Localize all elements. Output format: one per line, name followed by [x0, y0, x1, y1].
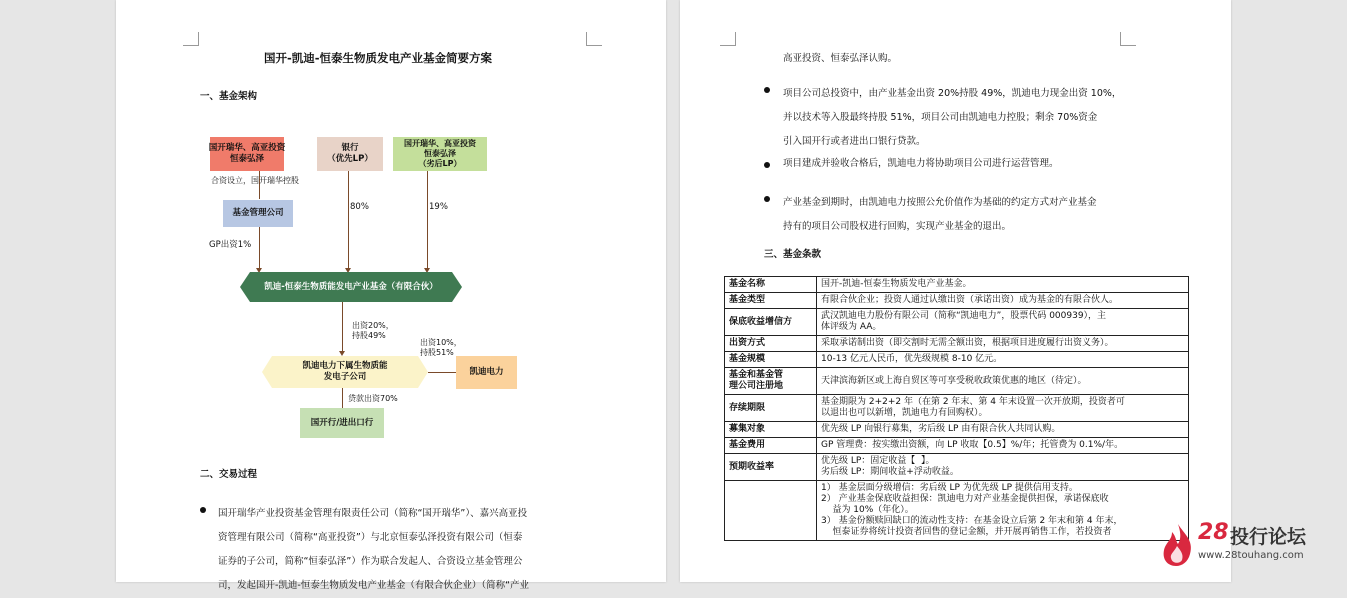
term-value[interactable]: 武汉凯迪电力股份有限公司（简称“凯迪电力”，股票代码 000939），主 体评级为 AA。 [817, 309, 1189, 336]
bullet-marker [764, 196, 770, 202]
margin-mark [1120, 32, 1136, 46]
term-value[interactable]: 优先级 LP 向银行募集，劣后级 LP 由有限合伙人共同认购。 [817, 422, 1189, 438]
bank-lp-box: 银行 （优先LP） [317, 137, 383, 171]
term-key: 募集对象 [725, 422, 817, 438]
section-heading-terms[interactable]: 三、基金条款 [764, 249, 822, 260]
term-value[interactable]: 采取承诺制出资（即交割时无需全额出资，根据项目进度履行出资义务）。 [817, 336, 1189, 352]
watermark-logo [1158, 518, 1338, 578]
term-key: 基金类型 [725, 293, 817, 309]
table-row [725, 422, 1189, 438]
kaidi-power-box: 凯迪电力 [456, 356, 517, 389]
brand-name: 投行论坛 [1230, 526, 1307, 548]
bullet-marker [200, 507, 206, 513]
table-row [725, 454, 1189, 481]
term-value[interactable]: 基金期限为 2+2+2 年（在第 2 年末、第 4 年末设置一次开放期，投资者可 以退出也可以新增，凯迪电力有回购权）。 [817, 395, 1189, 422]
fund-manager-box: 基金管理公司 [223, 200, 293, 227]
term-key: 保底收益增信方 [725, 309, 817, 336]
bullet-paragraph-investment[interactable]: 项目公司总投资中，由产业基金出资 20%持股 49%，凯迪电力现金出资 10%， 并以技术等入股最终持股 51%，项目公司由凯迪电力控股；剩余 70%资金 引入国开行或者进出口银行贷款。 [783, 88, 1122, 147]
gp-contribution-label: GP出资1% [209, 240, 252, 250]
paragraph-continuation[interactable]: 高亚投资、恒泰弘泽认购。 [783, 53, 898, 64]
term-key: 基金和基金管 理公司注册地 [725, 368, 817, 395]
connector [348, 171, 349, 271]
fund-label: 凯迪-恒泰生物质能发电产业基金（有限合伙） [264, 281, 438, 292]
subordinate-share-label: 19% [429, 202, 448, 212]
term-value[interactable]: 国开-凯迪-恒泰生物质发电产业基金。 [817, 277, 1189, 293]
transaction-paragraph[interactable]: 国开瑞华产业投资基金管理有限责任公司（简称“国开瑞华”）、嘉兴高亚投 资管理有限公司（简称“高亚投资”）与北京恒泰弘泽投资有限公司（恒泰 证券的子公司，简称“恒泰弘泽”）作为联合发起人、合资设立基金管理公 司，发起国开-凯迪-恒泰生物质发电产业基金（有限合伙企业）（简称“产业 [218, 508, 530, 591]
term-key: 基金名称 [725, 277, 817, 293]
doc-title[interactable]: 国开-凯迪-恒泰生物质发电产业基金简要方案 [264, 51, 493, 65]
bullet-paragraph-exit[interactable]: 产业基金到期时，由凯迪电力按照公允价值作为基础的约定方式对产业基金 持有的项目公司股权进行回购，实现产业基金的退出。 [783, 197, 1097, 232]
table-row [725, 352, 1189, 368]
table-row [725, 293, 1189, 309]
table-row [725, 368, 1189, 395]
project-company-label: 凯迪电力下属生物质能 发电子公司 [302, 361, 388, 382]
margin-mark [183, 32, 199, 46]
connector [427, 171, 428, 271]
jv-note-label: 合资设立，国开瑞华控股 [211, 176, 299, 185]
bullet-marker [764, 162, 770, 168]
table-row [725, 438, 1189, 454]
term-key: 存续期限 [725, 395, 817, 422]
brand-url: www.28touhang.com [1198, 550, 1304, 561]
subordinate-lp-box: 国开瑞华、高亚投资 恒泰弘泽 （劣后LP） [393, 137, 487, 171]
margin-mark [720, 32, 736, 46]
term-key: 预期收益率 [725, 454, 817, 481]
section-heading-structure[interactable]: 一、基金架构 [200, 91, 258, 102]
term-key: 出资方式 [725, 336, 817, 352]
connector [259, 227, 260, 271]
fund-contribution-label: 出资20%， 持股49% [352, 321, 394, 340]
bullet-paragraph-operation[interactable]: 项目建成并验收合格后，凯迪电力将协助项目公司进行运营管理。 [783, 158, 1059, 169]
connector [342, 388, 343, 408]
bullet-marker [764, 87, 770, 93]
section-heading-transaction[interactable]: 二、交易过程 [200, 469, 258, 480]
table-row [725, 481, 1189, 541]
brand-number: 28 [1198, 520, 1229, 545]
table-row [725, 277, 1189, 293]
term-value[interactable]: GP 管理费：按实缴出资额，向 LP 收取【0.5】%/年；托管费为 0.1%/年。 [817, 438, 1189, 454]
term-key: 基金规模 [725, 352, 817, 368]
term-value[interactable]: 10-13 亿元人民币，优先级规模 8-10 亿元。 [817, 352, 1189, 368]
document-page-right [680, 0, 1231, 582]
term-value[interactable]: 1） 基金层面分级增信：劣后级 LP 为优先级 LP 提供信用支持。 2） 产业基金保底收益担保：凯迪电力对产业基金提供担保，承诺保底收 益为 10%（年化）。 3） 基金份额赎回缺口的流动性支持：在基金设立后第 2 年末和第 4 年末， 恒泰证券将统计投资者回售的登记金额，并开展再销售工作，若投资者 [817, 481, 1189, 541]
connector [342, 302, 343, 354]
loan-contribution-label: 贷款出资70% [348, 394, 398, 403]
margin-mark [586, 32, 602, 46]
bank-share-label: 80% [350, 202, 369, 212]
term-value[interactable]: 有限合伙企业；投资人通过认缴出资（承诺出资）成为基金的有限合伙人。 [817, 293, 1189, 309]
connector [428, 372, 456, 373]
term-key: 基金费用 [725, 438, 817, 454]
table-row [725, 395, 1189, 422]
table-row [725, 336, 1189, 352]
term-value[interactable]: 天津滨海新区或上海自贸区等可享受税收政策优惠的地区（待定）。 [817, 368, 1189, 395]
term-value[interactable]: 优先级 LP：固定收益【 】。 劣后级 LP：期间收益+浮动收益。 [817, 454, 1189, 481]
table-row [725, 309, 1189, 336]
kd-contribution-label: 出资10%， 持股51% [420, 338, 462, 357]
term-key [725, 481, 817, 541]
fund-terms-table [724, 276, 1189, 541]
flame-icon [1160, 522, 1196, 568]
document-page-left [116, 0, 666, 591]
gp-sponsors-box: 国开瑞华、高亚投资 恒泰弘泽 [210, 137, 284, 171]
policy-bank-box: 国开行/进出口行 [300, 408, 384, 438]
